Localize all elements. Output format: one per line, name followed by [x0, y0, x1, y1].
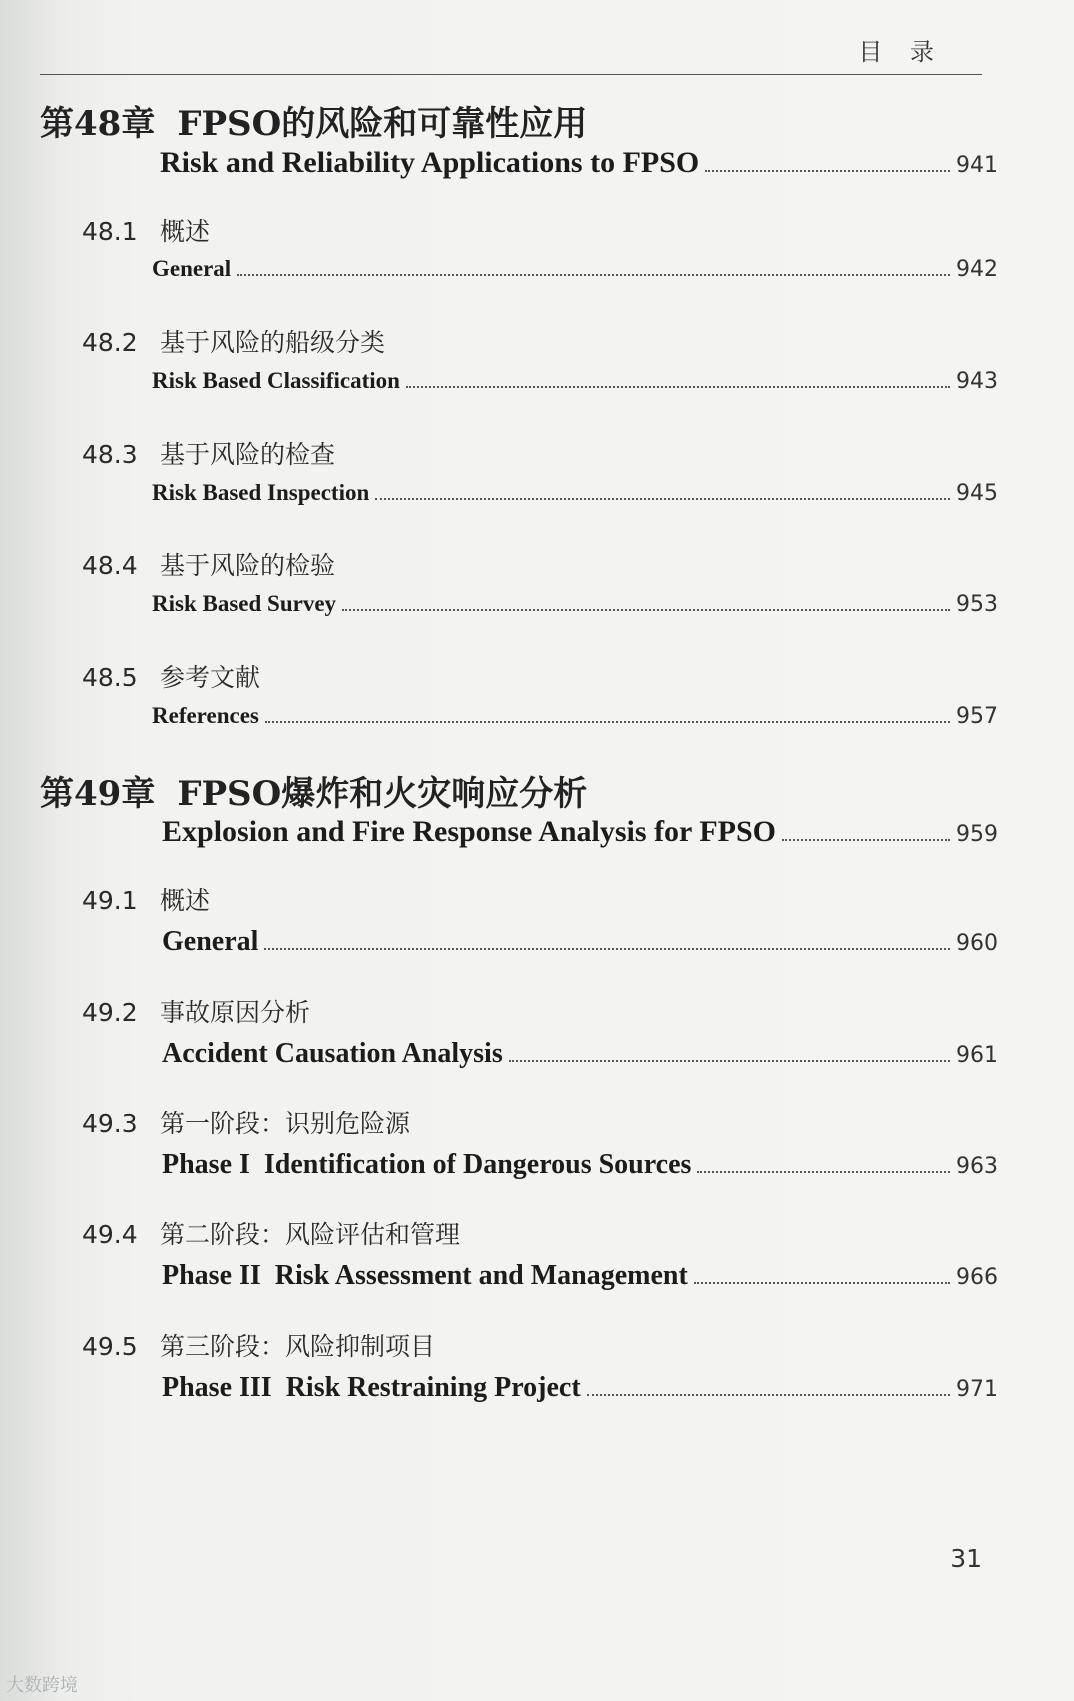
header-divider [40, 74, 982, 75]
chapter-number: 第48章 [40, 104, 156, 144]
section-48-1-entry[interactable] [152, 256, 998, 282]
section-48-5-entry[interactable] [152, 703, 998, 729]
page-ref: 943 [956, 369, 998, 394]
section-title-cn: 基于风险的检验 [160, 551, 336, 580]
dot-leader [509, 1060, 950, 1062]
section-49-5-heading [82, 1327, 435, 1363]
page-ref: 963 [956, 1154, 998, 1179]
section-49-1-entry[interactable] [162, 926, 998, 958]
page-number: 31 [950, 1544, 982, 1573]
watermark-logo: 大数跨境 [6, 1675, 78, 1696]
page-ref: 971 [956, 1377, 998, 1402]
dot-leader [406, 386, 950, 388]
section-48-2-heading [82, 323, 385, 359]
chapter-title-en: Explosion and Fire Response Analysis for FPSO [162, 815, 777, 848]
section-49-4-entry[interactable] [162, 1260, 998, 1292]
section-number: 49.1 [82, 886, 138, 915]
section-title-en: Phase III Risk Restraining Project [162, 1372, 581, 1403]
section-title-en: References [152, 703, 259, 728]
section-title-en: Risk Based Inspection [152, 480, 370, 505]
page-ref: 960 [956, 931, 998, 956]
section-48-3-entry[interactable] [152, 480, 998, 506]
page-ref: 961 [956, 1043, 998, 1068]
section-48-4-heading [82, 546, 335, 582]
section-title-cn: 概述 [160, 886, 211, 915]
section-number: 49.4 [82, 1220, 138, 1249]
chapter-title-cn: FPSO爆炸和火灾响应分析 [177, 774, 588, 814]
section-title-cn: 参考文献 [160, 663, 261, 692]
chapter-49-entry[interactable] [162, 815, 998, 849]
section-number: 48.4 [82, 551, 138, 580]
section-48-4-entry[interactable] [152, 591, 998, 617]
section-48-2-entry[interactable] [152, 368, 998, 394]
dot-leader [264, 948, 950, 950]
toc-header-title: 目 录 [858, 38, 944, 66]
section-49-3-heading [82, 1104, 410, 1140]
section-title-en: Risk Based Survey [152, 591, 337, 616]
section-48-1-heading [82, 212, 210, 248]
section-number: 49.5 [82, 1332, 138, 1361]
section-48-3-heading [82, 435, 335, 471]
section-title-cn: 第二阶段：风险评估和管理 [160, 1220, 461, 1249]
section-title-en: Risk Based Classification [152, 368, 400, 393]
page-ref: 953 [956, 592, 998, 617]
chapter-49-heading [40, 766, 587, 815]
chapter-title-en: Risk and Reliability Applications to FPSO [160, 146, 700, 179]
dot-leader [265, 721, 950, 723]
section-title-en: Accident Causation Analysis [162, 1038, 503, 1069]
section-49-4-heading [82, 1215, 460, 1251]
section-title-cn: 第三阶段：风险抑制项目 [160, 1332, 436, 1361]
page-ref: 957 [956, 704, 998, 729]
dot-leader [697, 1171, 950, 1173]
dot-leader [782, 839, 950, 841]
section-49-2-entry[interactable] [162, 1038, 998, 1070]
dot-leader [694, 1282, 950, 1284]
dot-leader [705, 170, 950, 172]
section-49-3-entry[interactable] [162, 1149, 998, 1181]
section-number: 49.3 [82, 1109, 138, 1138]
section-49-5-entry[interactable] [162, 1372, 998, 1404]
section-title-cn: 基于风险的检查 [160, 440, 336, 469]
dot-leader [587, 1394, 950, 1396]
chapter-48-heading [40, 96, 587, 145]
section-title-en: Phase I Identification of Dangerous Sources [162, 1149, 692, 1180]
section-number: 49.2 [82, 998, 138, 1027]
section-title-cn: 概述 [160, 217, 211, 246]
section-title-cn: 基于风险的船级分类 [160, 328, 386, 357]
page-ref: 942 [956, 257, 998, 282]
dot-leader [237, 274, 950, 276]
section-49-2-heading [82, 993, 310, 1029]
section-number: 48.2 [82, 328, 138, 357]
section-title-cn: 事故原因分析 [160, 998, 311, 1027]
chapter-48-entry[interactable] [160, 146, 998, 180]
page-ref: 941 [956, 153, 998, 178]
chapter-number: 第49章 [40, 774, 156, 814]
section-title-en: General [152, 256, 232, 281]
section-title-en: Phase II Risk Assessment and Management [162, 1260, 688, 1291]
section-title-cn: 第一阶段：识别危险源 [160, 1109, 411, 1138]
page-ref: 966 [956, 1265, 998, 1290]
section-number: 48.5 [82, 663, 138, 692]
section-48-5-heading [82, 658, 260, 694]
page-ref: 945 [956, 481, 998, 506]
section-number: 48.3 [82, 440, 138, 469]
page-ref: 959 [956, 822, 998, 847]
section-49-1-heading [82, 881, 210, 917]
dot-leader [375, 498, 950, 500]
dot-leader [342, 609, 950, 611]
chapter-title-cn: FPSO的风险和可靠性应用 [177, 104, 588, 144]
section-title-en: General [162, 926, 259, 957]
section-number: 48.1 [82, 217, 138, 246]
